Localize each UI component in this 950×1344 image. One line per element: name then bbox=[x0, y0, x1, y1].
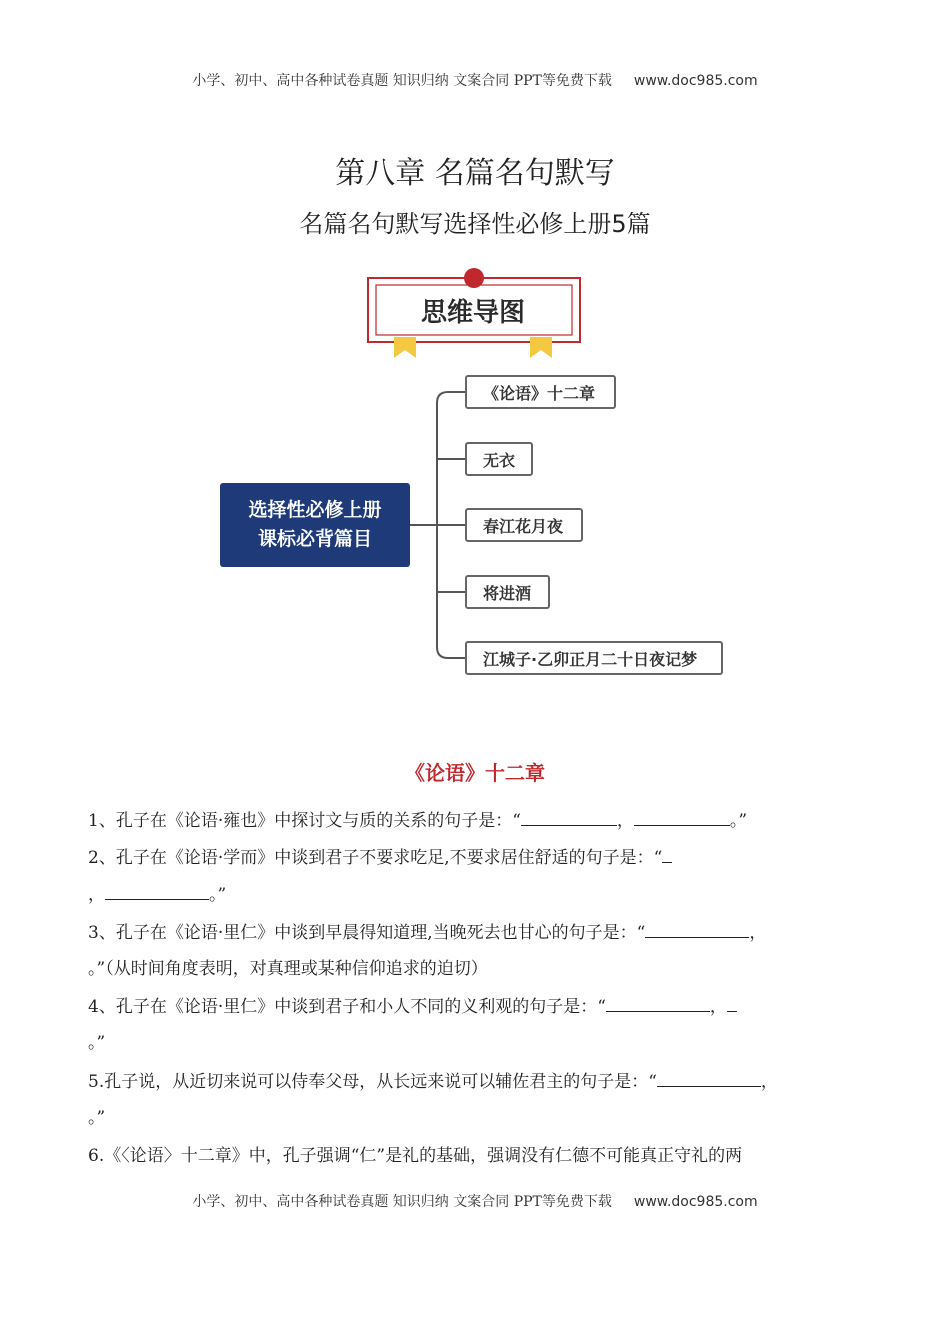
answer-blank[interactable] bbox=[645, 921, 749, 938]
answer-blank[interactable] bbox=[521, 809, 617, 826]
answer-blank[interactable] bbox=[662, 846, 672, 863]
question-2-sep: ， bbox=[88, 885, 105, 905]
chapter-subtitle: 名篇名句默写选择性必修上册5篇 bbox=[299, 210, 651, 238]
answer-blank[interactable] bbox=[657, 1070, 761, 1087]
question-1-text: 1、孔子在《论语·雍也》中探讨文与质的关系的句子是：“ bbox=[88, 811, 521, 831]
question-2-text: 2、孔子在《论语·学而》中谈到君子不要求吃足,不要求居住舒适的句子是：“ bbox=[88, 848, 663, 868]
ribbon-left-icon bbox=[394, 337, 416, 358]
chapter-title: 第八章 名篇名句默写 bbox=[335, 156, 615, 191]
question-3 bbox=[88, 921, 868, 944]
question-4 bbox=[88, 995, 868, 1018]
question-3-sep: ， bbox=[749, 923, 767, 943]
branch-node-jiangchengzi: 江城子·乙卯正月二十日夜记梦 bbox=[465, 641, 723, 675]
answer-blank[interactable] bbox=[105, 883, 209, 900]
answer-blank[interactable] bbox=[606, 995, 710, 1012]
branch-node-jiangjinjiu: 将进酒 bbox=[465, 575, 550, 609]
footer-site: www.doc985.com bbox=[633, 1194, 758, 1210]
question-4-cont bbox=[88, 1032, 868, 1054]
question-5 bbox=[88, 1070, 868, 1093]
branch-node-chunjiang: 春江花月夜 bbox=[465, 508, 583, 542]
answer-blank[interactable] bbox=[727, 995, 737, 1012]
question-3-text: 3、孔子在《论语·里仁》中谈到早晨得知道理,当晚死去也甘心的句子是：“ bbox=[88, 923, 646, 943]
answer-blank[interactable] bbox=[634, 809, 730, 826]
question-3-end: 。”（从时间角度表明，对真理或某种信仰追求的迫切） bbox=[88, 959, 488, 979]
header-text: 小学、初中、高中各种试卷真题 知识归纳 文案合同 PPT等免费下载 bbox=[192, 73, 612, 89]
section-heading: 《论语》十二章 bbox=[405, 761, 545, 785]
mindmap-label: 思维导图 bbox=[420, 298, 525, 328]
branch-node-lunyu: 《论语》十二章 bbox=[465, 375, 616, 409]
question-1-sep: ， bbox=[616, 811, 634, 831]
question-4-end: 。” bbox=[88, 1033, 106, 1053]
question-4-sep: ， bbox=[709, 997, 727, 1017]
question-6 bbox=[88, 1145, 868, 1167]
question-5-end: 。” bbox=[88, 1108, 106, 1128]
ribbon-right-icon bbox=[530, 337, 552, 358]
mindmap-pin bbox=[464, 268, 484, 288]
question-4-text: 4、孔子在《论语·里仁》中谈到君子和小人不同的义利观的句子是：“ bbox=[88, 997, 606, 1017]
root-line-2: 课标必背篇目 bbox=[257, 528, 372, 550]
question-2-end: 。” bbox=[209, 885, 227, 905]
footer-text: 小学、初中、高中各种试卷真题 知识归纳 文案合同 PPT等免费下载 bbox=[192, 1194, 612, 1210]
question-1 bbox=[88, 809, 868, 832]
header-site: www.doc985.com bbox=[633, 73, 758, 89]
question-5-cont bbox=[88, 1107, 868, 1129]
root-line-1: 选择性必修上册 bbox=[248, 499, 382, 521]
branch-node-wuyi: 无衣 bbox=[465, 442, 533, 476]
page-footer bbox=[0, 1191, 950, 1211]
question-6-text: 6.《〈论语〉十二章》中，孔子强调“仁”是礼的基础，强调没有仁德不可能真正守礼的两 bbox=[88, 1146, 743, 1166]
question-3-cont bbox=[88, 958, 868, 980]
question-2-cont bbox=[88, 883, 868, 906]
question-2 bbox=[88, 846, 868, 869]
mindmap-root-node bbox=[220, 483, 410, 567]
question-5-sep: ， bbox=[760, 1072, 778, 1092]
question-1-end: 。” bbox=[729, 811, 748, 831]
question-5-text: 5.孔子说，从近切来说可以侍奉父母，从长远来说可以辅佐君主的句子是：“ bbox=[88, 1072, 657, 1092]
